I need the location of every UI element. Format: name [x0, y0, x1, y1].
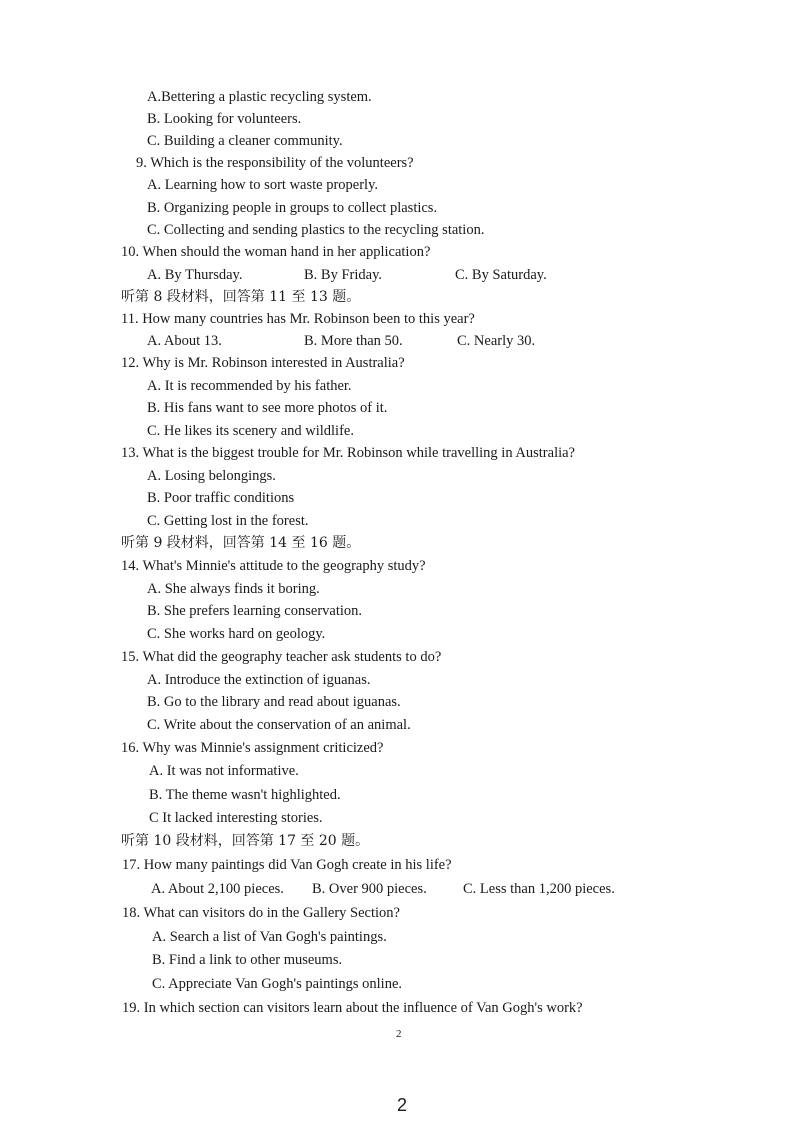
q12-stem: 12. Why is Mr. Robinson interested in Australia? — [121, 355, 405, 371]
q16-option-b: B. The theme wasn't highlighted. — [149, 787, 341, 803]
q18-option-b: B. Find a link to other museums. — [152, 952, 343, 968]
q9-stem: 9. Which is the responsibility of the volunteers? — [136, 155, 414, 171]
q11-option-a: A. About 13. — [147, 333, 222, 349]
q14-option-a: A. She always finds it boring. — [147, 581, 320, 597]
q10-option-c: C. By Saturday. — [455, 267, 547, 283]
q8-option-b: B. Looking for volunteers. — [147, 111, 302, 127]
q9-option-b: B. Organizing people in groups to collect plastics. — [147, 200, 438, 216]
q19-stem: 19. In which section can visitors learn about the influence of Van Gogh's work? — [122, 1000, 583, 1016]
q18-option-c: C. Appreciate Van Gogh's paintings online. — [152, 976, 403, 992]
section-8-header: 听第 8 段材料，回答第 11 至 13 题。 — [121, 289, 361, 305]
q17-stem: 17. How many paintings did Van Gogh create in his life? — [122, 857, 452, 873]
section-10-header: 听第 10 段材料，回答第 17 至 20 题。 — [121, 833, 370, 849]
q8-option-c: C. Building a cleaner community. — [147, 133, 343, 149]
q15-stem: 15. What did the geography teacher ask students to do? — [121, 649, 442, 665]
q10-option-b: B. By Friday. — [304, 267, 383, 283]
q10-stem: 10. When should the woman hand in her application? — [121, 244, 431, 260]
q13-option-b: B. Poor traffic conditions — [147, 490, 295, 506]
q15-option-b: B. Go to the library and read about iguanas. — [147, 694, 401, 710]
q9-option-a: A. Learning how to sort waste properly. — [147, 177, 379, 193]
q16-option-c: C It lacked interesting stories. — [149, 810, 323, 826]
q10-option-a: A. By Thursday. — [147, 267, 243, 283]
q14-stem: 14. What's Minnie's attitude to the geography study? — [121, 558, 426, 574]
q16-option-a: A. It was not informative. — [149, 763, 299, 779]
q11-stem: 11. How many countries has Mr. Robinson been to this year? — [121, 311, 475, 327]
q12-option-b: B. His fans want to see more photos of it. — [147, 400, 388, 416]
q15-option-c: C. Write about the conservation of an animal. — [147, 717, 411, 733]
section-9-header: 听第 9 段材料，回答第 14 至 16 题。 — [121, 535, 361, 551]
q11-option-b: B. More than 50. — [304, 333, 403, 349]
q13-option-a: A. Losing belongings. — [147, 468, 276, 484]
q14-option-c: C. She works hard on geology. — [147, 626, 326, 642]
q13-stem: 13. What is the biggest trouble for Mr. Robinson while travelling in Australia? — [121, 445, 575, 461]
q18-stem: 18. What can visitors do in the Gallery Section? — [122, 905, 400, 921]
q8-option-a: A.Bettering a plastic recycling system. — [147, 89, 372, 105]
q18-option-a: A. Search a list of Van Gogh's paintings. — [152, 929, 387, 945]
q12-option-c: C. He likes its scenery and wildlife. — [147, 423, 354, 439]
q17-option-b: B. Over 900 pieces. — [312, 881, 427, 897]
q12-option-a: A. It is recommended by his father. — [147, 378, 352, 394]
q14-option-b: B. She prefers learning conservation. — [147, 603, 363, 619]
q17-option-a: A. About 2,100 pieces. — [151, 881, 284, 897]
q15-option-a: A. Introduce the extinction of iguanas. — [147, 672, 371, 688]
page-number-small: 2 — [396, 1028, 402, 1040]
q16-stem: 16. Why was Minnie's assignment criticized? — [121, 740, 384, 756]
q11-option-c: C. Nearly 30. — [457, 333, 536, 349]
page-number: 2 — [397, 1095, 408, 1115]
q17-option-c: C. Less than 1,200 pieces. — [463, 881, 615, 897]
q9-option-c: C. Collecting and sending plastics to the recycling station. — [147, 222, 485, 238]
q13-option-c: C. Getting lost in the forest. — [147, 513, 309, 529]
